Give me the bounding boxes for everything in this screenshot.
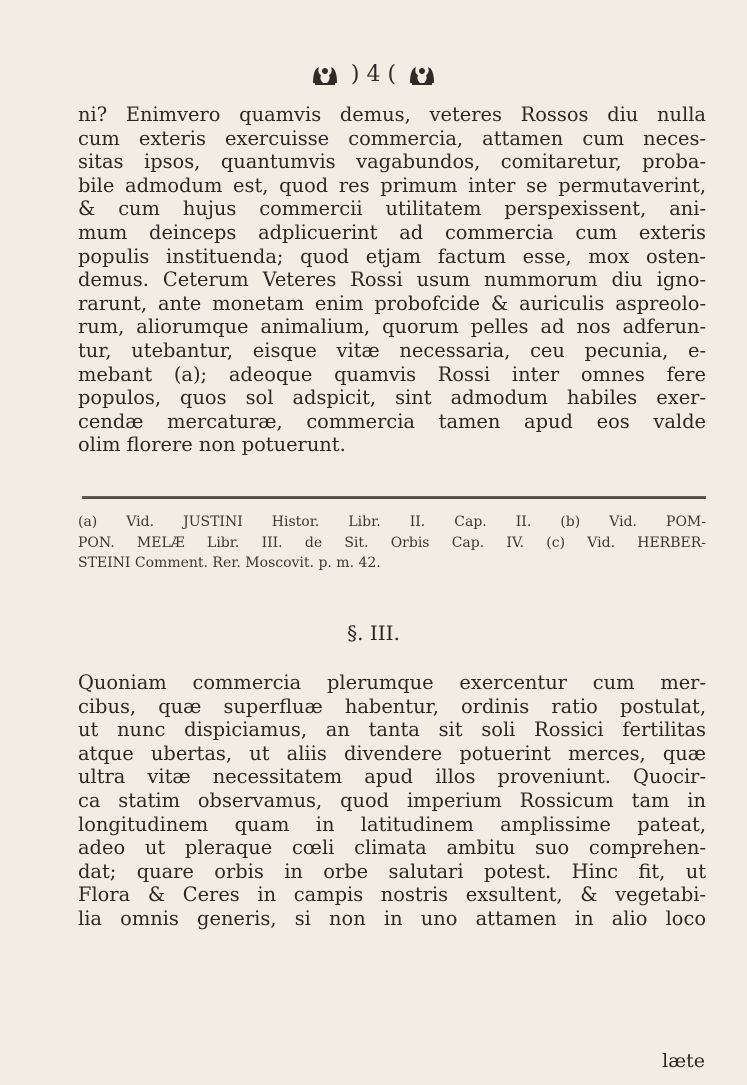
text-line: olim florere non potuerunt. [78, 433, 346, 457]
text-line: & cum hujus commercii utilitatem perspexissent, ani- [78, 197, 706, 221]
text-line: ultra vitæ necessitatem apud illos proveniunt. Quocir- [78, 765, 706, 789]
second-paragraph [78, 671, 706, 931]
text-line: cendæ mercaturæ, commercia tamen apud eos valde [78, 409, 706, 433]
text-line: mum deinceps adplicuerint ad commercia cum exteris [78, 220, 706, 244]
text-line: Flora & Ceres in campis nostris exsultent, & vegetabi- [78, 883, 706, 907]
text-line: cibus, quæ superfluæ habentur, ordinis ratio postulat, [78, 694, 706, 718]
catchword: læte [662, 1050, 705, 1072]
text-line: longitudinem quam in latitudinem amplissime pateat, [78, 812, 706, 836]
text-line: atque ubertas, ut aliis divendere potuerint merces, quæ [78, 741, 706, 765]
text-line: cum exteris exercuisse commercia, attamen cum neces- [78, 126, 706, 150]
printer-ornament-right-icon [406, 63, 438, 87]
text-line: dat; quare orbis in orbe salutari potest. Hinc fit, ut [78, 859, 706, 883]
text-line: mebant (a); adeoque quamvis Rossi inter omnes fere [78, 362, 706, 386]
text-line: ca statim observamus, quod imperium Rossicum tam in [78, 788, 706, 812]
text-line: demus. Ceterum Veteres Rossi usum nummorum diu igno- [78, 268, 706, 292]
footnote-line: PON. MELÆ Libr. III. de Sit. Orbis Cap. IV. (c) Vid. HERBER- [78, 534, 706, 551]
page-header [0, 62, 747, 87]
text-line: populis instituenda; quod etjam factum esse, mox osten- [78, 244, 706, 268]
main-paragraph [78, 103, 706, 457]
section-heading: §. III. [347, 621, 400, 645]
printer-ornament-left-icon [309, 63, 341, 87]
page-number: ) 4 ( [350, 62, 397, 87]
text-line: ni? Enimvero quamvis demus, veteres Rossos diu nulla [78, 103, 706, 126]
footnote-line: (a) Vid. JUSTINI Histor. Libr. II. Cap. II. (b) Vid. POM- [78, 514, 706, 530]
text-line: adeo ut pleraque cœli climata ambitu suo comprehen- [78, 836, 706, 860]
text-line: tur, utebantur, eisque vitæ necessaria, ceu pecunia, e- [78, 338, 706, 362]
text-line: rum, aliorumque animalium, quorum pelles ad nos adferun- [78, 315, 706, 339]
text-line: lia omnis generis, si non in uno attamen in alio loco [78, 906, 706, 930]
text-line: bile admodum est, quod res primum inter se permutaverint, [78, 173, 706, 197]
text-line: Quoniam commercia plerumque exercentur cum mer- [78, 671, 706, 694]
text-line: rarunt, ante monetam enim probofcide & auriculis aspreolo- [78, 291, 706, 315]
text-line: populos, quos sol adspicit, sint admodum habiles exer- [78, 386, 706, 410]
footnote-line: STEINI Comment. Rer. Moscovit. p. m. 42. [78, 555, 381, 571]
footnotes [78, 512, 706, 574]
text-line: ut nunc dispiciamus, an tanta sit soli Rossici fertilitas [78, 718, 706, 742]
footnote-divider [82, 496, 706, 499]
text-line: sitas ipsos, quantumvis vagabundos, comitaretur, proba- [78, 150, 706, 174]
